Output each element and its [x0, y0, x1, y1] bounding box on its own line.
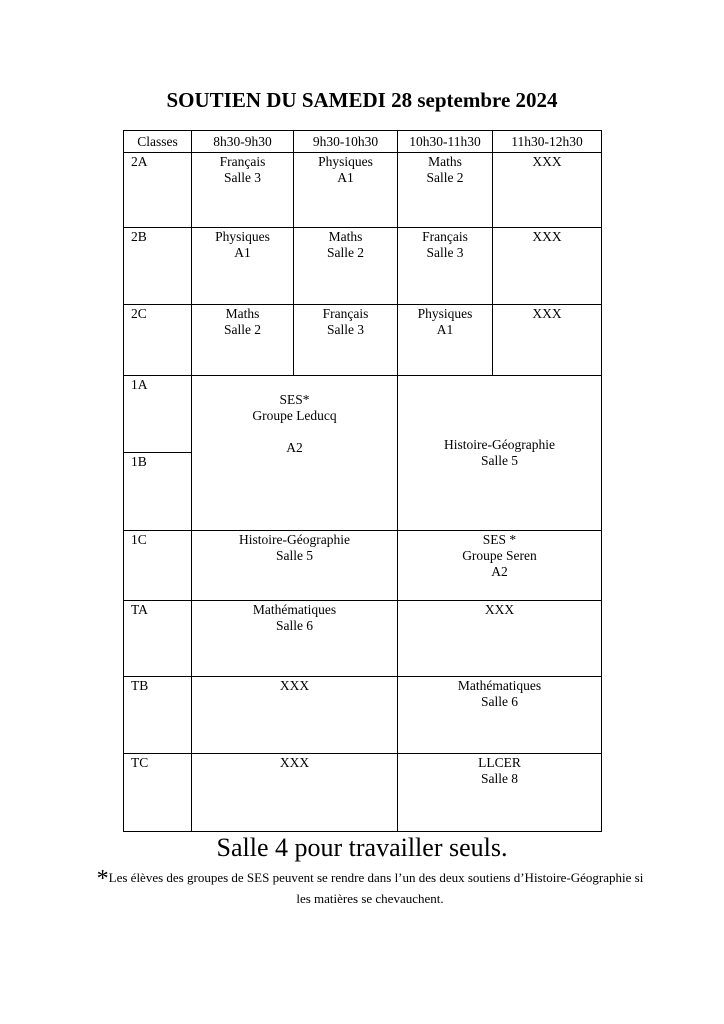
cell-text: Salle 6 [480, 694, 519, 709]
cell-text: LLCER [478, 755, 521, 770]
cell-2c-slot-3 [398, 305, 493, 376]
table-row-1a [124, 376, 602, 453]
header-slot-1: 8h30-9h30 [192, 131, 294, 153]
cell-text: Salle 5 [480, 453, 519, 468]
cell-2b-slot-4 [493, 228, 602, 305]
page-title: SOUTIEN DU SAMEDI 28 septembre 2024 [166, 88, 558, 112]
cell-tb-late [398, 677, 602, 754]
cell-tc-morning [192, 754, 398, 832]
cell-tb-morning [192, 677, 398, 754]
cell-text: Salle 8 [480, 771, 519, 786]
cell-text: A2 [286, 440, 303, 455]
cell-text: Histoire-Géographie [444, 437, 555, 452]
table-row-tc [124, 754, 602, 832]
cell-1c-late [398, 531, 602, 601]
cell-1a1b-morning [192, 376, 398, 531]
cell-text: A1 [436, 322, 454, 337]
table-row-ta [124, 601, 602, 677]
class-label-2a: 2A [124, 153, 192, 228]
cell-text: Salle 2 [426, 170, 464, 185]
cell-text: XXX [532, 154, 562, 169]
class-label-1b: 1B [124, 453, 192, 531]
cell-text: XXX [532, 306, 562, 321]
cell-text: Salle 3 [326, 322, 365, 337]
table-row-2a [124, 153, 602, 228]
cell-tc-late [398, 754, 602, 832]
footer-note: Salle 4 pour travailler seuls. [216, 833, 508, 862]
cell-2a-slot-4 [493, 153, 602, 228]
cell-text: A1 [234, 245, 251, 260]
cell-text: Mathématiques [252, 602, 337, 617]
cell-text: XXX [279, 678, 310, 693]
cell-2b-slot-1 [192, 228, 294, 305]
schedule-table [123, 130, 602, 832]
cell-text: SES* [279, 392, 310, 407]
class-label-ta: TA [124, 601, 192, 677]
class-label-1a: 1A [124, 376, 192, 453]
cell-text: XXX [279, 755, 310, 770]
cell-text: SES * [482, 532, 517, 547]
cell-1a1b-late [398, 376, 602, 531]
footnote [90, 868, 650, 909]
class-label-2b: 2B [124, 228, 192, 305]
class-label-tc: TC [124, 754, 192, 832]
table-row-1c [124, 531, 602, 601]
cell-2b-slot-3 [398, 228, 493, 305]
table-row-2b [124, 228, 602, 305]
cell-text: Français [322, 306, 369, 321]
cell-1c-morning [192, 531, 398, 601]
cell-2c-slot-2 [294, 305, 398, 376]
cell-text: Groupe Leducq [252, 408, 337, 423]
header-classes: Classes [124, 131, 192, 153]
cell-text: Physiques [215, 229, 270, 244]
class-label-tb: TB [124, 677, 192, 754]
cell-text: Physiques [417, 306, 473, 321]
footnote-text: Les élèves des groupes de SES peuvent se rendre dans l’un des deux soutiens d’Histoire-Géographie si les matières se chevauchent. [108, 870, 644, 906]
header-row [124, 131, 602, 153]
footnote-asterisk: * [96, 866, 109, 892]
cell-text: Histoire-Géographie [239, 532, 350, 547]
cell-text: Salle 3 [223, 170, 262, 185]
class-label-1c: 1C [124, 531, 192, 601]
table-row-2c [124, 305, 602, 376]
spacer [192, 424, 397, 440]
cell-text: Français [219, 154, 266, 169]
cell-text: XXX [532, 229, 562, 244]
cell-text: A2 [491, 564, 508, 579]
cell-2a-slot-2 [294, 153, 398, 228]
cell-text: Physiques [318, 154, 373, 169]
cell-text: Français [422, 229, 468, 244]
cell-text: Maths [428, 154, 462, 169]
cell-text: Salle 6 [275, 618, 314, 633]
cell-text: Salle 5 [275, 548, 314, 563]
header-slot-4: 11h30-12h30 [493, 131, 602, 153]
header-slot-2: 9h30-10h30 [294, 131, 398, 153]
cell-text: Mathématiques [457, 678, 542, 693]
cell-ta-late [398, 601, 602, 677]
cell-ta-morning [192, 601, 398, 677]
cell-2c-slot-4 [493, 305, 602, 376]
cell-2b-slot-2 [294, 228, 398, 305]
cell-text: Maths [328, 229, 363, 244]
header-slot-3: 10h30-11h30 [398, 131, 493, 153]
cell-text: Salle 2 [326, 245, 365, 260]
cell-2a-slot-3 [398, 153, 493, 228]
cell-text: Maths [225, 306, 260, 321]
cell-text: Groupe Seren [462, 548, 537, 563]
cell-2a-slot-1 [192, 153, 294, 228]
cell-text: XXX [484, 602, 515, 617]
cell-text: Salle 2 [223, 322, 262, 337]
cell-2c-slot-1 [192, 305, 294, 376]
table-row-tb [124, 677, 602, 754]
cell-text: Salle 3 [426, 245, 464, 260]
class-label-2c: 2C [124, 305, 192, 376]
cell-text: A1 [337, 170, 354, 185]
